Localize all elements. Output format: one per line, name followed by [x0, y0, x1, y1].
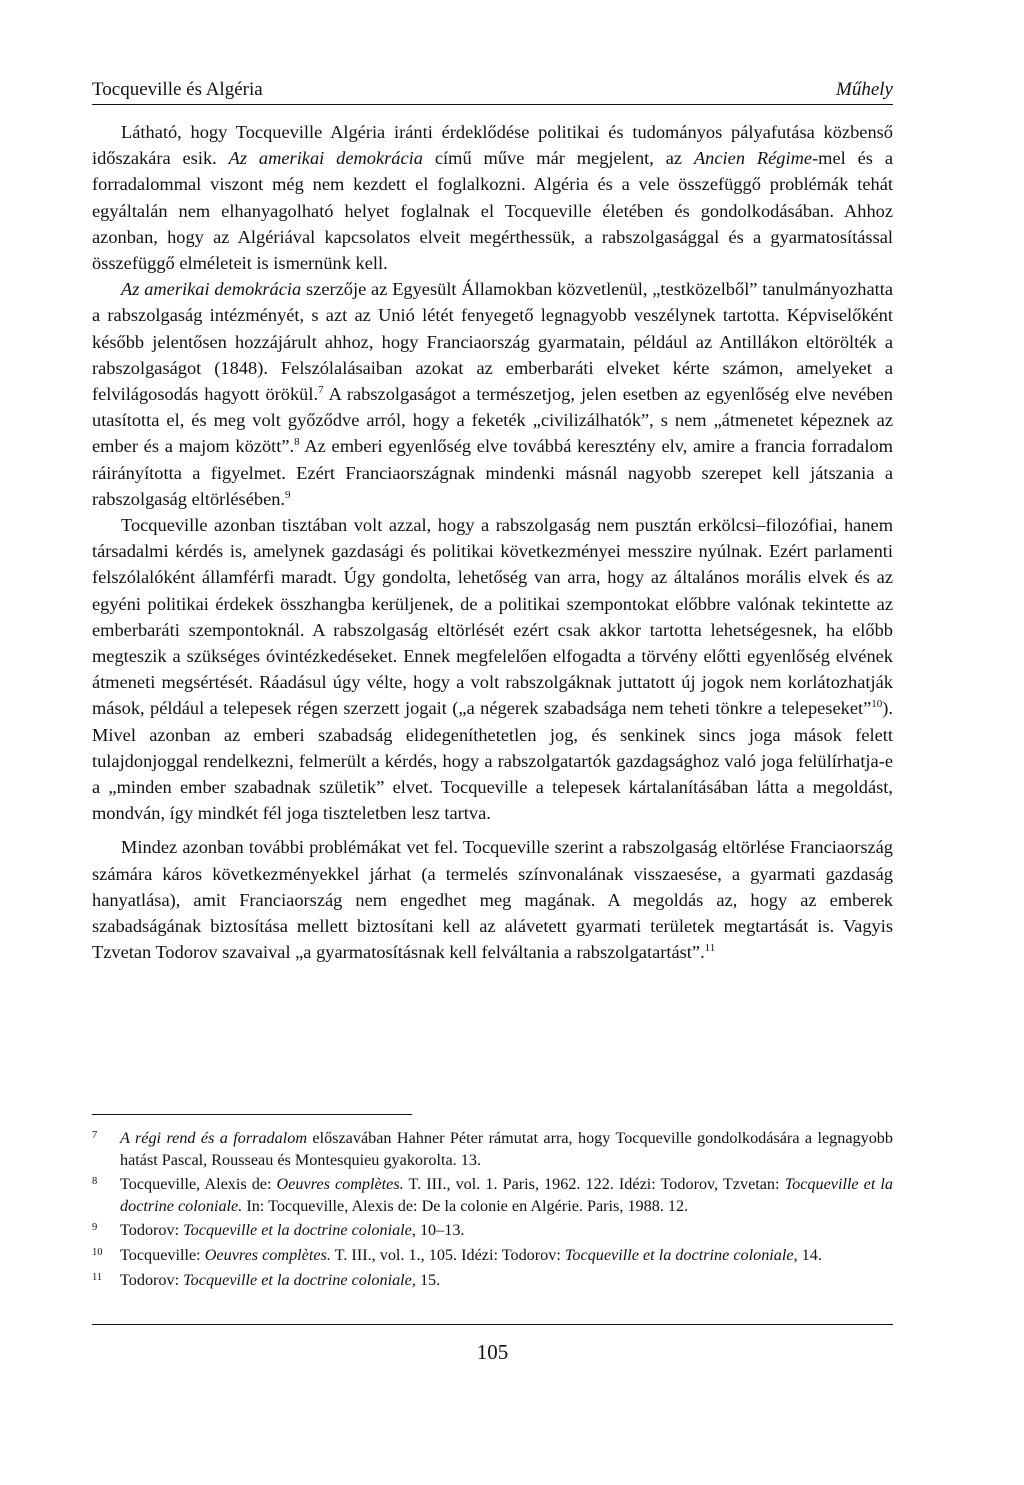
footnote-ref-11[interactable]: 11 — [704, 942, 716, 955]
footnote-9: 9 Todorov: Tocqueville et la doctrine coloniale, 10–13. — [92, 1220, 893, 1242]
paragraph-1: Látható, hogy Tocqueville Algéria iránti érdeklődése politikai és tudományos pályafutása közbenső időszakára esik. Az amerikai demokrácia című műve már megjelent, az Ancien Régime-mel és a forradalommal viszont még nem kezdett el foglalkozni. Algéria és a vele összefüggő problémák tehát egyáltalán nem elhanyagolható helyet foglalnak el Tocqueville életében és gondolkodásában. Ahhoz azonban, hogy az Algériával kapcsolatos elveit megérthessük, a rabszolgasággal és a gyarmatosítással összefüggő elméleteit is ismernünk kell. — [92, 122, 893, 274]
running-header — [92, 78, 893, 102]
footnote-10: 10 Tocqueville: Oeuvres complètes. T. III., vol. 1., 105. Idézi: Todorov: Tocqueville et la doctrine coloniale, 14. — [92, 1245, 893, 1267]
footnote-ref-10[interactable]: 10 — [871, 698, 883, 711]
page-number: 105 — [476, 1340, 509, 1364]
footnote-number: 7 — [92, 1130, 98, 1141]
footnote-number: 8 — [92, 1176, 98, 1188]
footnote-number: 10 — [92, 1246, 103, 1258]
footnotes — [92, 1128, 893, 1294]
footnote-ref-9[interactable]: 9 — [285, 488, 291, 501]
header-section: Műhely — [836, 79, 893, 100]
footnote-11: 11 Todorov: Tocqueville et la doctrine coloniale, 15. — [92, 1270, 893, 1292]
footnote-8: 8 Tocqueville, Alexis de: Oeuvres complètes. T. III., vol. 1. Paris, 1962. 122. Idézi: Todorov, Tzvetan: Tocqueville et la doctrine coloniale. In: Tocqueville, Alexis de: De la colonie en Algérie. Paris, 1988. 12. — [92, 1174, 893, 1217]
header-rule — [92, 104, 893, 105]
footnote-7: 7 A régi rend és a forradalom előszavában Hahner Péter rámutat arra, hogy Tocqueville gondolkodására a legnagyobb hatást Pascal, Rousseau és Montesquieu gyakorolta. 13. — [92, 1128, 893, 1171]
paragraph-2: Az amerikai demokrácia szerzője az Egyesült Államokban közvetlenül, „testközelből” tanulmányozhatta a rabszolgaság intézményét, s azt az Unió létét fenyegető legnagyobb veszélynek tartotta. Képviselőként később jelentősen hozzájárult ahhoz, hogy Franciaország gyarmatain, például az Antillákon eltörölték a rabszolgaságot (1848). Felszólalásaiban azokat az emberbaráti elveket kérte számon, amelyeket a felvilágosodás hagyott örökül.$^7$ A rabszolgaságot a természetjog, jelen esetben az egyenlőség elve nevében utasította el, és meg volt győződve arról, hogy a feketék „civilizálhatók”, s nem „átmenetet képeznek az ember és a majom között”.$^8$ Az emberi egyenlőség elve továbbá keresztény elv, amire a francia forradalom ráirányította a figyelmet. Ezért Franciaországnak mindenki másnál nagyobb szerepet kell játszania a rabszolgaság eltörlésében.$^9$ — [92, 279, 893, 509]
footnote-number: 9 — [92, 1222, 98, 1234]
bottom-rule — [92, 1324, 893, 1325]
header-title: Tocqueville és Algéria — [92, 79, 263, 100]
body-text — [92, 119, 893, 966]
footnote-separator — [92, 1114, 412, 1115]
footnote-ref-8[interactable]: 8 — [294, 436, 300, 449]
paragraph-4: Mindez azonban további problémákat vet fel. Tocqueville szerint a rabszolgaság eltörlése Franciaország számára káros következményekkel járhat (a termelés színvonalának visszaesése, a gyarmati gazdaság hanyatlása), amit Franciaország nem engedhet meg magának. A megoldás az, hogy az emberek szabadságának biztosítása mellett biztosítani kell az alávetett gyarmati területek megtartását is. Vagyis Tzvetan Todorov szavaival „a gyarmatosításnak kell felváltania a rabszolgatartást”.$^{11}$ — [92, 837, 893, 963]
footnote-number: 11 — [92, 1271, 103, 1283]
paragraph-3: Tocqueville azonban tisztában volt azzal, hogy a rabszolgaság nem pusztán erkölcsi–filozófiai, hanem társadalmi kérdés is, amelynek gazdasági és politikai következményei messzire nyúlnak. Ezért parlamenti felszólalóként államférfi maradt. Úgy gondolta, lehetőség van arra, hogy az általános morális elvek és az egyéni politikai érdekek összhangba kerüljenek, de a politikai szempontokat előbbre valónak tekintette az emberbaráti szempontoknál. A rabszolgaság eltörlését ezért csak akkor tartotta lehetségesnek, ha előbb megteszik a szükséges óvintézkedéseket. Ennek megfelelően elfogadta a törvény előtti egyenlőség elvének átmeneti megsértését. Ráadásul úgy vélte, hogy a volt rabszolgáknak juttatott új jogok nem korlátozhatják mások, például a telepesek régen szerzett jogait („a négerek szabadsága nem teheti tönkre a telepeseket”$^{10}$). Mivel azonban az emberi szabadság elidegeníthetetlen jog, és senkinek sincs joga mások felett tulajdonjoggal rendelkezni, felmerült a kérdés, hogy a rabszolgatartók gazdagsághoz való joga felülírhatja-e a „minden ember szabadnak születik” elvet. Tocqueville a telepesek kártalanításában látta a megoldást, mondván, így mindkét fél joga tiszteletben lesz tartva. — [92, 515, 893, 824]
footnote-ref-7[interactable]: 7 — [318, 383, 324, 396]
